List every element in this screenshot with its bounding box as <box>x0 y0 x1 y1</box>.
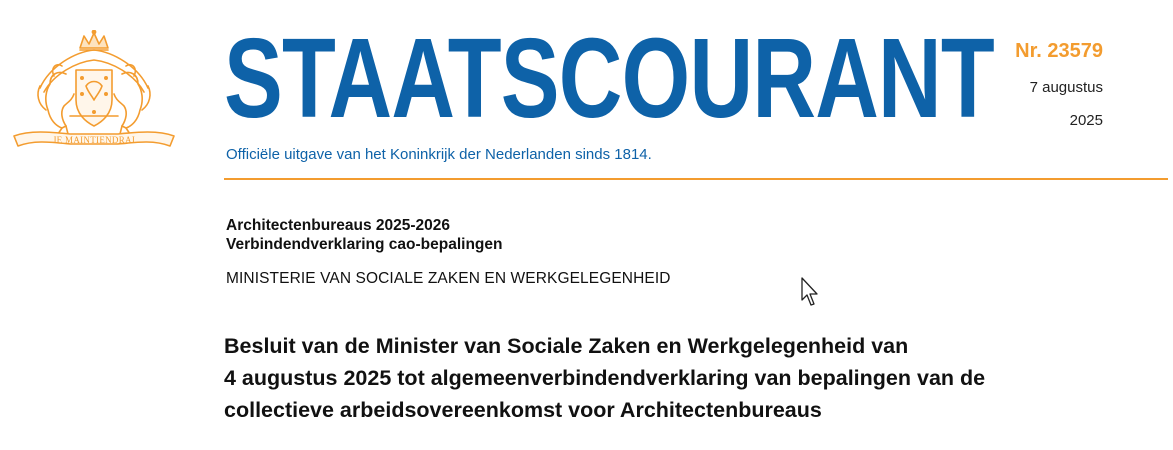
issue-date: 7 augustus <box>1029 79 1103 96</box>
document-title <box>226 216 503 254</box>
mouse-cursor-icon <box>801 277 821 307</box>
header-divider <box>224 178 1168 180</box>
decision-heading <box>224 330 985 426</box>
ministry-name: MINISTERIE VAN SOCIALE ZAKEN EN WERKGELEGENHEID <box>226 270 671 287</box>
issue-number: Nr. 23579 <box>1015 40 1103 62</box>
issue-year: 2025 <box>1069 112 1103 129</box>
coat-of-arms-icon <box>10 30 178 152</box>
svg-text:JE MAINTIENDRAI: JE MAINTIENDRAI <box>52 135 136 145</box>
document-title-line: Architectenbureaus 2025-2026 <box>226 217 451 234</box>
masthead-title: STAATSCOURANT <box>224 15 994 141</box>
decision-line: Besluit van de Minister van Sociale Zaken en Werkgelegenheid van <box>224 334 909 358</box>
decision-line: collectieve arbeidsovereenkomst voor Architectenbureaus <box>224 398 822 422</box>
decision-line: 4 augustus 2025 tot algemeenverbindendverklaring van bepalingen van de <box>224 366 986 390</box>
document-subtitle-line: Verbindendverklaring cao-bepalingen <box>226 236 503 253</box>
masthead-subtitle: Officiële uitgave van het Koninkrijk der Nederlanden sinds 1814. <box>226 146 652 163</box>
